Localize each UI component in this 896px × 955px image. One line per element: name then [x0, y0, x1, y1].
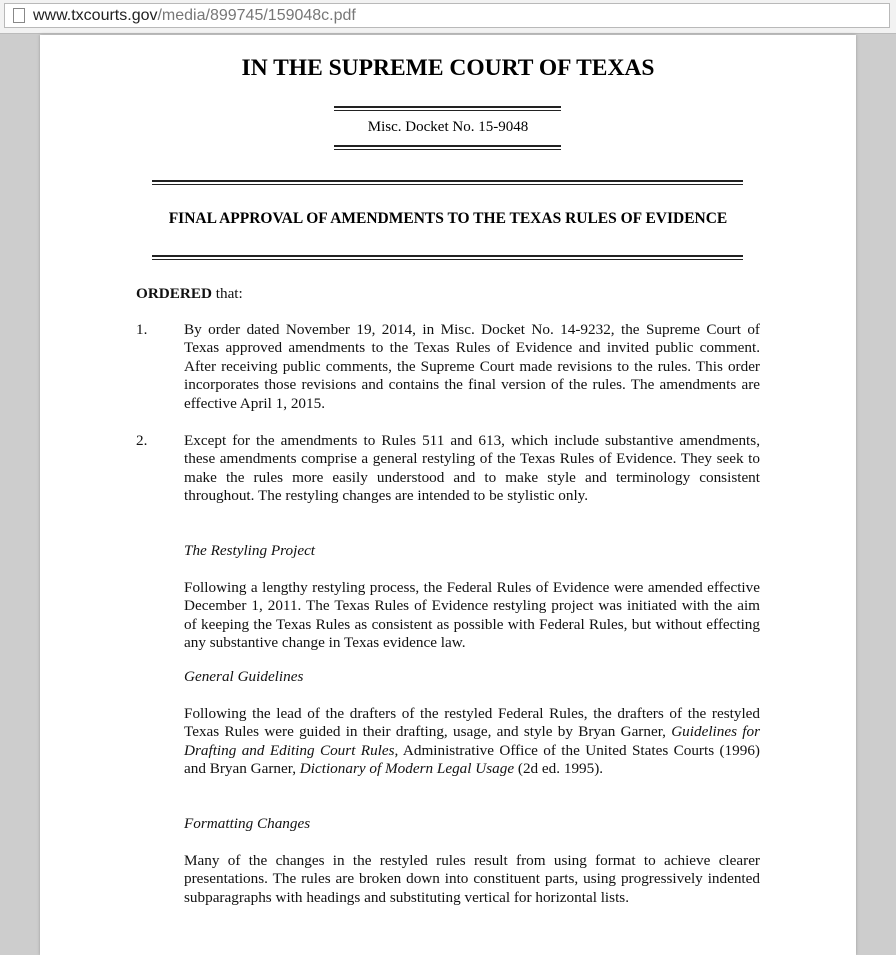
text-segment: , Administrative Office of the United States Courts (1996) and Bryan Garner,	[184, 741, 760, 778]
ordered-rest: that:	[211, 285, 243, 302]
divider	[334, 106, 561, 111]
subheading-formatting	[184, 815, 760, 833]
subheading-text: Formatting Changes	[184, 815, 311, 832]
item-2-text: Except for the amendments to Rules 511 and 613, which include substantive amendments, these amendments comprise a general restyling of the Texas Rules of Evidence. They seek to make the rules more easily understood and to make style and terminology consistent throughout. The restyling changes are intended to be stylistic only.	[184, 432, 760, 505]
text-segment: (2d ed. 1995).	[514, 760, 604, 778]
divider	[152, 255, 743, 260]
divider	[334, 145, 561, 150]
formatting-text: Many of the changes in the restyled rules result from using format to achieve clearer presentations. The rules are broken down into constituent parts, using progressively indented subparagraphs with headings and substituting vertical for horizontal lists.	[184, 852, 760, 906]
guidelines-text	[184, 705, 760, 779]
order-heading: FINAL APPROVAL OF AMENDMENTS TO THE TEXAS RULES OF EVIDENCE	[168, 210, 728, 227]
url-field[interactable]	[4, 3, 890, 28]
ordered-bold: ORDERED	[136, 285, 212, 302]
divider	[152, 180, 743, 185]
url-host: www.txcourts.gov	[33, 6, 158, 24]
page-icon	[13, 8, 25, 23]
docket-number: Misc. Docket No. 15-9048	[367, 119, 529, 135]
url-path: /media/899745/159048c.pdf	[157, 6, 356, 24]
item-number: 2.	[136, 432, 148, 449]
book-title: Guidelines for Drafting and Editing Court Rules	[184, 723, 761, 759]
item-number: 1.	[136, 321, 148, 338]
pdf-page	[40, 35, 856, 955]
ordered-line	[136, 285, 243, 303]
restyling-text: Following a lengthy restyling process, the Federal Rules of Evidence were amended effective December 1, 2011. The Texas Rules of Evidence restyling project was initiated with the aim of keeping the Texas Rules as consistent as possible with Federal Rules, but without effecting any substantive change in Texas evidence law.	[184, 579, 760, 652]
court-title: IN THE SUPREME COURT OF TEXAS	[241, 55, 655, 81]
book-title: Dictionary of Modern Legal Usage	[299, 760, 515, 778]
text-segment: Following the lead of the drafters of the restyled Federal Rules, the drafters of the restyled Texas Rules were guided in their drafting, usage, and style by Bryan Garner,	[184, 705, 760, 741]
subheading-restyling	[184, 542, 760, 560]
subheading-text: The Restyling Project	[184, 542, 316, 559]
subheading-text: General Guidelines	[184, 668, 304, 685]
item-1-text: By order dated November 19, 2014, in Misc. Docket No. 14-9232, the Supreme Court of Texas approved amendments to the Texas Rules of Evidence and invited public comment. After receiving public comments, the Supreme Court made revisions to the rules. This order incorporates those revisions and contains the final version of the rules. The amendments are effective April 1, 2015.	[184, 321, 760, 412]
address-bar	[0, 0, 896, 34]
subheading-guidelines	[184, 668, 760, 686]
